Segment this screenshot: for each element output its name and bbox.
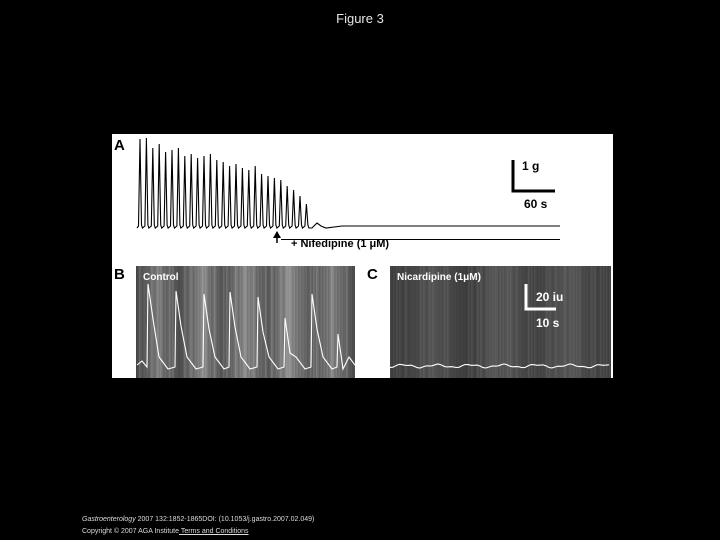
panel-a-drug-annotation: + Nifedipine (1 μM) — [291, 238, 390, 250]
panel-a-scale-time: 60 s — [524, 197, 548, 211]
copyright-text: Copyright © 2007 AGA Institute — [82, 528, 179, 535]
citation-footer — [82, 514, 314, 538]
panel-c-scale-time: 10 s — [536, 316, 560, 330]
citation-line — [82, 514, 314, 526]
figure-svg — [112, 134, 613, 378]
terms-and-conditions-link[interactable]: Terms and Conditions — [179, 528, 249, 535]
panel-c-scale-intensity: 20 iu — [536, 290, 564, 304]
panel-a-arrow-head — [273, 231, 281, 238]
citation-details: 2007 132:1852-1865DOI: (10.1053/j.gastro.2007.02.049) — [135, 516, 315, 523]
panel-a-contraction-trace — [137, 138, 560, 228]
panel-a-letter: A — [114, 137, 125, 154]
panel-c-letter: C — [367, 266, 378, 283]
panel-b-letter: B — [114, 266, 125, 283]
panel-a-scale-force: 1 g — [522, 159, 540, 173]
panel-b-image-label: Control — [143, 272, 179, 283]
copyright-line — [82, 526, 314, 538]
slide-title: Figure 3 — [336, 11, 384, 26]
journal-name: Gastroenterology — [82, 516, 136, 523]
figure-3-image — [112, 134, 613, 378]
panel-c-image-label: Nicardipine (1μM) — [397, 272, 481, 283]
